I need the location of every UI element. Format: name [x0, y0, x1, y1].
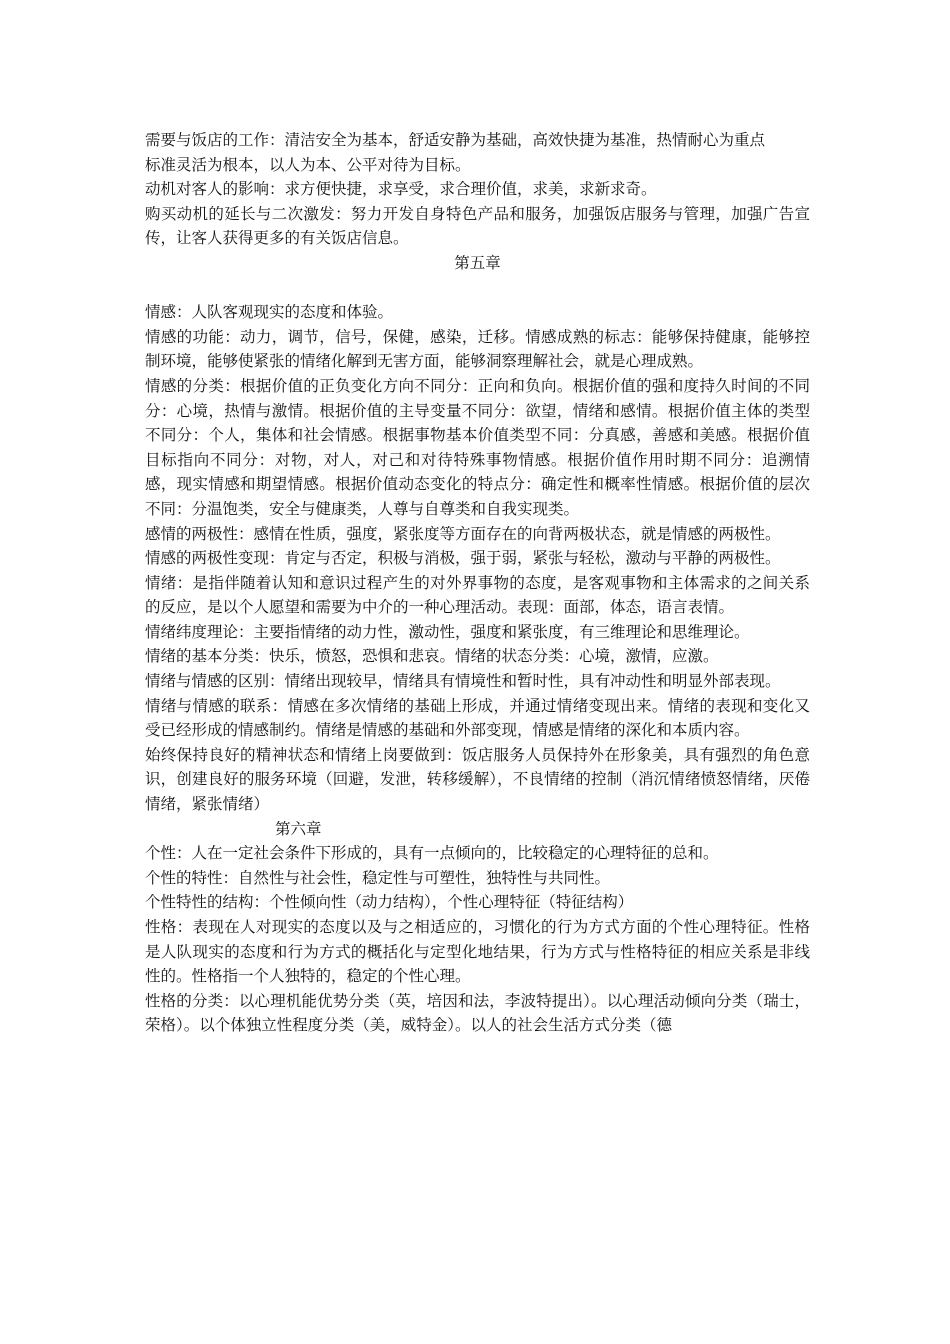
paragraph: 个性的特性：自然性与社会性，稳定性与可塑性，独特性与共同性。: [145, 868, 611, 887]
paragraph: 动机对客人的影响：求方便快捷，求享受，求合理价值，求美，求新求奇。: [145, 180, 657, 199]
paragraph: 情感的两极性变现：肯定与否定，积极与消极，强于弱，紧张与轻松，激动与平静的两极性。: [145, 549, 781, 568]
paragraph: 情感：人队客观现实的态度和体验。: [145, 303, 394, 322]
paragraph: 情绪与情感的联系：情感在多次情绪的基础上形成，并通过情绪变现出来。情绪的表现和变化又受已经形成的情感制约。情绪是情感的基础和外部变现，情感是情绪的深化和本质内容。: [145, 696, 810, 740]
paragraph: 情感的功能：动力，调节，信号，保健，感染，迁移。情感成熟的标志：能够保持健康，能够控制环境，能够使紧张的情绪化解到无害方面，能够洞察理解社会，就是心理成熟。: [145, 327, 810, 371]
paragraph: 感情的两极性：感情在性质，强度，紧张度等方面存在的向背两极状态，就是情感的两极性。: [145, 524, 781, 543]
paragraph: 始终保持良好的精神状态和情绪上岗要做到：饭店服务人员保持外在形象美，具有强烈的角色意识，创建良好的服务环境（回避，发泄，转移缓解），不良情绪的控制（消沉情绪愤怒情绪，厌倦情绪，紧张情绪）: [145, 745, 810, 814]
paragraph: 个性：人在一定社会条件下形成的，具有一点倾向的，比较稳定的心理特征的总和。: [145, 844, 719, 863]
document-body: [145, 128, 810, 1038]
paragraph: 情感的分类：根据价值的正负变化方向不同分：正向和负向。根据价值的强和度持久时间的不同分：心境，热情与激情。根据价值的主导变量不同分：欲望，情绪和感情。根据价值主体的类型不同分：个人，集体和社会情感。根据事物基本价值类型不同：分真感，善感和美感。根据价值目标指向不同分：对物，对人，对己和对待特殊事物情感。根据价值作用时期不同分：追溯情感，现实情感和期望情感。根据价值动态变化的特点分：确定性和概率性情感。根据价值的层次不同：分温饱类，安全与健康类，人尊与自尊类和自我实现类。: [145, 376, 810, 518]
paragraph: 情绪与情感的区别：情绪出现较早，情绪具有情境性和暂时性，具有冲动性和明显外部表现。: [145, 672, 781, 691]
blank-line: [145, 276, 810, 301]
paragraph: 性格的分类：以心理机能优势分类（英，培因和法，李波特提出）。以心理活动倾向分类（瑞士，荣格）。以个体独立性程度分类（美，威特金）。以人的社会生活方式分类（德: [145, 991, 810, 1035]
paragraph: 情绪的基本分类：快乐，愤怒，恐惧和悲哀。情绪的状态分类：心境，激情，应激。: [145, 647, 719, 666]
paragraph: 性格：表现在人对现实的态度以及与之相适应的，习惯化的行为方式方面的个性心理特征。性格是人队现实的态度和行为方式的概括化与定型化地结果，行为方式与性格特征的相应关系是非线性的。性格指一个人独特的，稳定的个性心理。: [145, 918, 810, 986]
paragraph: 标准灵活为根本，以人为本、公平对待为目标。: [145, 155, 471, 174]
paragraph: 购买动机的延长与二次激发：努力开发自身特色产品和服务，加强饭店服务与管理，加强广告宣传，让客人获得更多的有关饭店信息。: [145, 204, 810, 248]
paragraph: 个性特性的结构：个性倾向性（动力结构），个性心理特征（特征结构）: [145, 893, 634, 912]
paragraph: 需要与饭店的工作：清洁安全为基本，舒适安静为基础，高效快捷为基准，热情耐心为重点: [145, 131, 766, 149]
chapter-6-heading: 第六章: [275, 819, 322, 838]
chapter-5-heading: 第五章: [454, 253, 501, 272]
paragraph: 情绪：是指伴随着认知和意识过程产生的对外界事物的态度，是客观事物和主体需求的之间关系的反应，是以个人愿望和需要为中介的一种心理活动。表现：面部，体态，语言表情。: [145, 573, 810, 617]
paragraph: 情绪纬度理论：主要指情绪的动力性，激动性，强度和紧张度，有三维理论和思维理论。: [145, 622, 750, 641]
